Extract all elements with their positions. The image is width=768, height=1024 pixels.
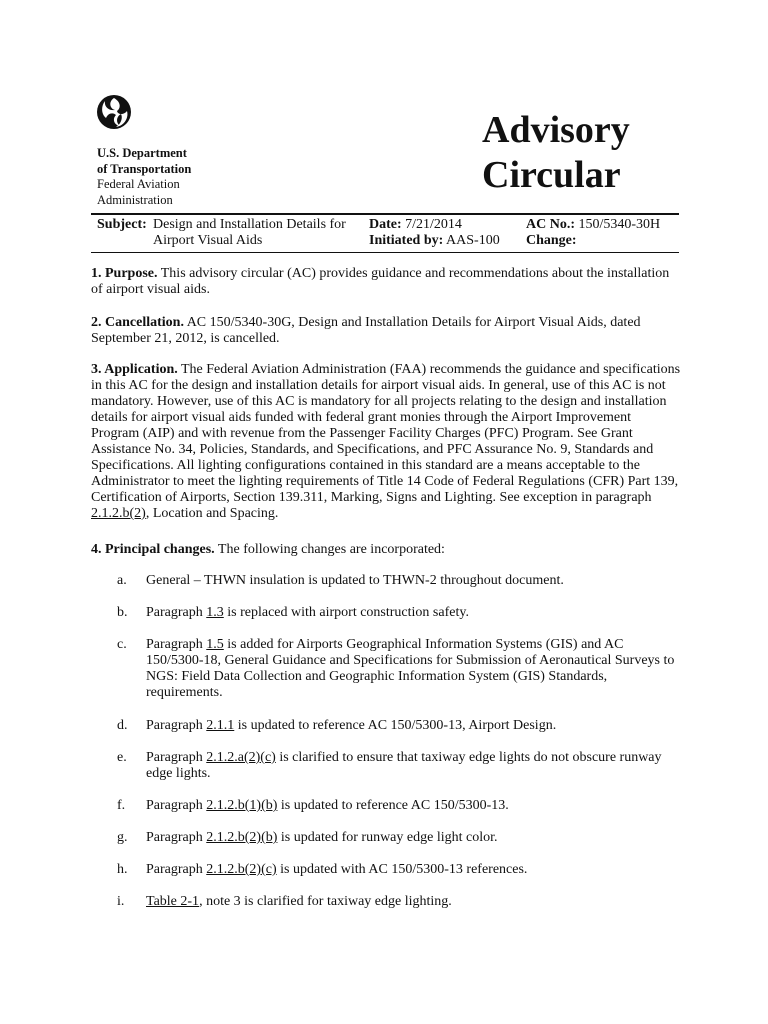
item-letter: f. xyxy=(117,798,126,813)
item-text xyxy=(146,862,676,878)
dot-logo-icon xyxy=(96,94,132,130)
paragraph-link[interactable]: 2.1.2.b(1)(b) xyxy=(206,798,278,813)
change-item-a xyxy=(117,573,677,589)
title-line-1: Advisory xyxy=(482,109,630,151)
change-item-f xyxy=(117,798,677,814)
item-text-post: is updated to reference AC 150/5300-13. xyxy=(277,798,509,813)
change-item-c xyxy=(117,637,677,701)
changes-heading: 4. Principal changes. xyxy=(91,542,215,557)
paragraph-link[interactable]: 2.1.2.b(2)(b) xyxy=(206,830,278,845)
item-text-post: is updated for runway edge light color. xyxy=(277,830,498,845)
dept-line-3: Federal Aviation xyxy=(97,177,180,191)
item-text-pre: Paragraph xyxy=(146,862,207,877)
changes-text: The following changes are incorporated: xyxy=(217,542,445,557)
change-label: Change: xyxy=(526,233,577,248)
initiated-value: AAS-100 xyxy=(446,233,500,248)
item-text xyxy=(146,637,676,701)
item-text-post: is added for Airports Geographical Information Systems (GIS) and AC 150/5300-18, General Guidance and Specifications for Submission of Aeronautical Surveys to NGS: Field Data Collection and Geographic Information System (GIS) Standards, requirements. xyxy=(146,637,675,700)
item-text-post: is updated to reference AC 150/5300-13, Airport Design. xyxy=(234,718,557,733)
subject-value xyxy=(153,217,346,249)
item-text xyxy=(146,894,676,910)
change-item-h xyxy=(117,862,677,878)
paragraph-link[interactable]: 1.3 xyxy=(206,605,224,620)
table-link[interactable]: Table 2-1 xyxy=(146,894,200,909)
item-text-pre: Paragraph xyxy=(146,605,207,620)
paragraph-link[interactable]: 2.1.2.b(2)(c) xyxy=(206,862,277,877)
dept-line-1: U.S. Department xyxy=(97,146,187,160)
cancellation-heading: 2. Cancellation. xyxy=(91,315,184,330)
section-changes xyxy=(91,542,681,558)
title-line-2: Circular xyxy=(482,154,621,196)
item-text-pre: Paragraph xyxy=(146,637,207,652)
purpose-heading: 1. Purpose. xyxy=(91,266,158,281)
paragraph-link[interactable]: 2.1.1 xyxy=(206,718,235,733)
change-item-i xyxy=(117,894,677,910)
initiated-field xyxy=(369,233,500,249)
header-rule-top xyxy=(91,213,679,215)
change-item-g xyxy=(117,830,677,846)
item-text-post: is updated with AC 150/5300-13 references. xyxy=(276,862,528,877)
section-cancellation xyxy=(91,315,681,347)
item-text xyxy=(146,798,676,814)
date-field xyxy=(369,217,462,233)
item-text xyxy=(146,573,676,589)
item-letter: c. xyxy=(117,637,127,652)
application-text: The Federal Aviation Administration (FAA) recommends the guidance and specifications in this AC for the design and installation details for airport visual aids. In general, use of this AC is not mandatory. However, use of this AC is mandatory for all projects relating to the design and installation details for airport visual aids funded with federal grant monies through the Airport Improvement Program (AIP) and with revenue from the Passenger Facility Charges (PFC) Program. See Grant Assistance No. 34, Policies, Standards, and Specifications, and PFC Assurance No. 9, Standards and Specifications. All lighting configurations contained in this standard are a means acceptable to the Administrator to meet the lighting requirements of Title 14 Code of Federal Regulations (CFR) Part 139, Certification of Airports, Section 139.311, Marking, Signs and Lighting. See exception in paragraph xyxy=(91,362,681,505)
item-letter: e. xyxy=(117,750,127,765)
dept-line-4: Administration xyxy=(97,192,173,207)
item-text-pre: Paragraph xyxy=(146,718,207,733)
item-text-pre: Paragraph xyxy=(146,798,207,813)
item-text-pre: Paragraph xyxy=(146,830,207,845)
section-application xyxy=(91,362,681,522)
item-text xyxy=(146,718,676,734)
application-tail: , Location and Spacing. xyxy=(145,506,279,521)
paragraph-link[interactable]: 1.5 xyxy=(206,637,224,652)
ac-number-field xyxy=(526,217,660,233)
section-purpose xyxy=(91,266,681,298)
item-text xyxy=(146,750,676,782)
item-letter: d. xyxy=(117,718,128,733)
item-text-post: , note 3 is clarified for taxiway edge lighting. xyxy=(199,894,452,909)
initiated-label: Initiated by: xyxy=(369,233,444,248)
item-text-pre: General – THWN insulation is updated to THWN-2 throughout document. xyxy=(146,573,564,588)
dept-line-2: of Transportation xyxy=(97,161,192,176)
item-text xyxy=(146,830,676,846)
application-heading: 3. Application. xyxy=(91,362,178,377)
purpose-text: This advisory circular (AC) provides guidance and recommendations about the installation of airport visual aids. xyxy=(91,266,670,297)
subject-line-2: Airport Visual Aids xyxy=(153,233,263,248)
item-letter: g. xyxy=(117,830,128,845)
ac-value: 150/5340-30H xyxy=(578,217,661,232)
item-text-post: is clarified to ensure that taxiway edge lights do not obscure runway edge lights. xyxy=(146,750,662,781)
change-item-b xyxy=(117,605,677,621)
item-letter: i. xyxy=(117,894,125,909)
date-value: 7/21/2014 xyxy=(405,217,462,232)
item-letter: b. xyxy=(117,605,128,620)
change-item-e xyxy=(117,750,677,782)
item-text xyxy=(146,605,676,621)
document-title xyxy=(482,108,630,198)
application-paragraph-link[interactable]: 2.1.2.b(2) xyxy=(91,506,146,521)
subject-line-1: Design and Installation Details for xyxy=(153,217,346,232)
ac-label: AC No.: xyxy=(526,217,575,232)
item-text-pre: Paragraph xyxy=(146,750,207,765)
department-name xyxy=(97,146,191,208)
header-rule-bottom xyxy=(91,252,679,253)
subject-label: Subject: xyxy=(97,217,147,232)
item-letter: a. xyxy=(117,573,127,588)
item-letter: h. xyxy=(117,862,128,877)
date-label: Date: xyxy=(369,217,402,232)
change-item-d xyxy=(117,718,677,734)
cancellation-text: AC 150/5340-30G, Design and Installation Details for Airport Visual Aids, dated September 21, 2012, is cancelled. xyxy=(91,315,641,346)
change-field xyxy=(526,233,577,249)
item-text-post: is replaced with airport construction safety. xyxy=(223,605,469,620)
paragraph-link[interactable]: 2.1.2.a(2)(c) xyxy=(206,750,276,765)
